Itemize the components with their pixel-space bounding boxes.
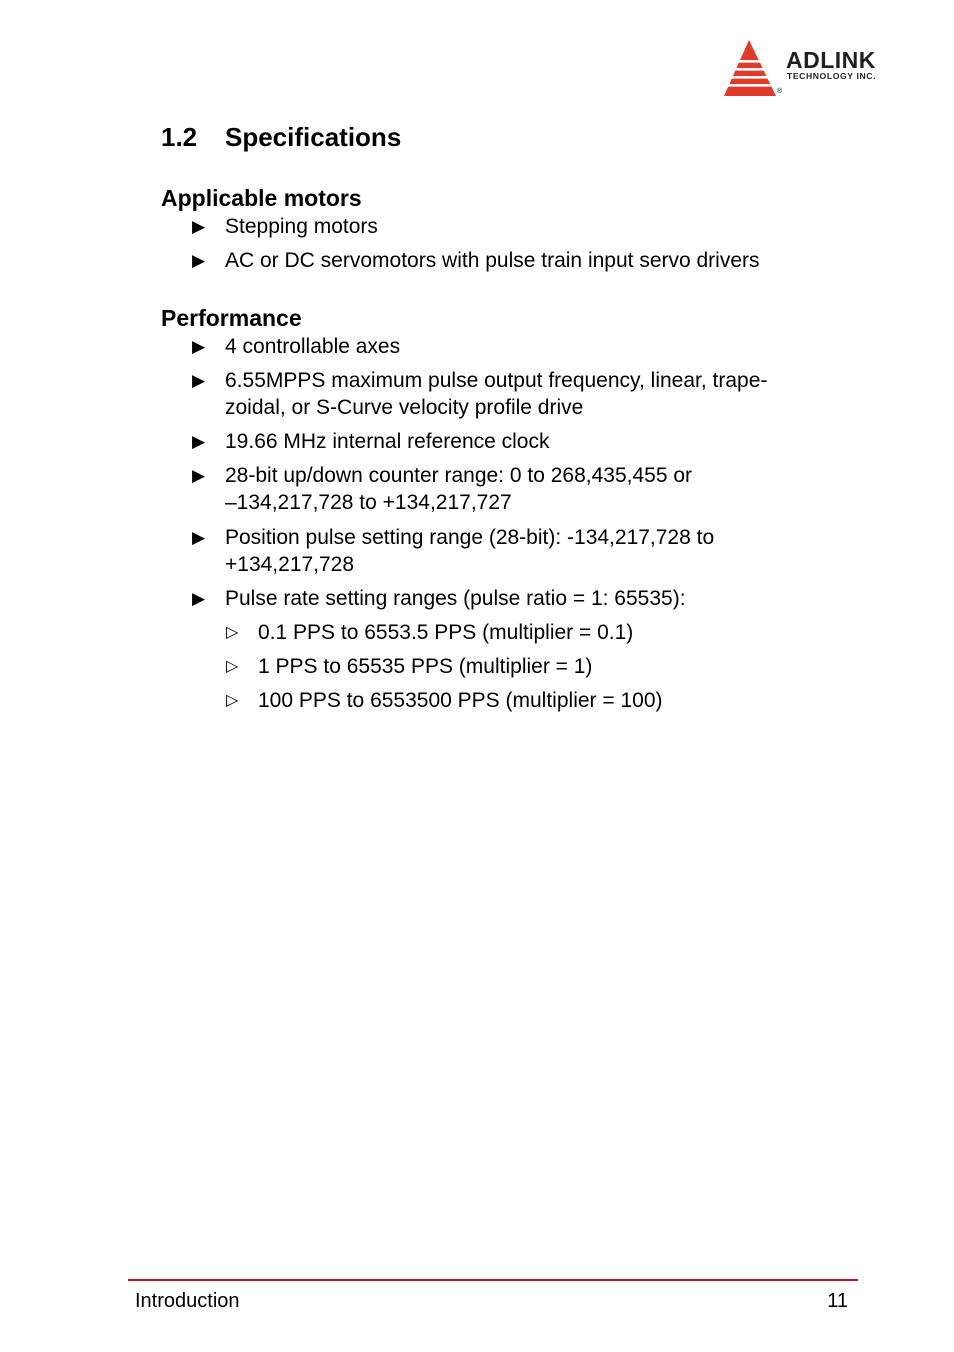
sub-list-item-text: 1 PPS to 65535 PPS (multiplier = 1) <box>258 655 593 678</box>
section-title <box>161 121 401 153</box>
sub-bullet-icon: ▷ <box>226 692 239 709</box>
list-item <box>192 428 832 455</box>
sub-bullet-icon: ▷ <box>226 624 239 641</box>
sub-list-item <box>226 687 826 714</box>
sub-bullet-icon: ▷ <box>226 658 239 675</box>
bullet-icon: ▶ <box>192 217 206 236</box>
list-item-text: AC or DC servomotors with pulse train input servo drivers <box>225 249 760 272</box>
footer-page-number: 11 <box>827 1290 848 1312</box>
applicable-motors-heading: Applicable motors <box>161 185 362 211</box>
bullet-icon: ▶ <box>192 432 206 451</box>
logo-name: ADLINK <box>786 47 876 73</box>
list-item-text-line-2: zoidal, or S-Curve velocity profile drive <box>225 396 584 419</box>
bullet-icon: ▶ <box>192 371 206 390</box>
bullet-icon: ▶ <box>192 528 206 547</box>
bullet-icon: ▶ <box>192 589 206 608</box>
list-item-text: 19.66 MHz internal reference clock <box>225 430 550 453</box>
sub-list-item <box>226 653 826 680</box>
list-item-text-line-2: –134,217,728 to +134,217,727 <box>225 491 512 514</box>
bullet-icon: ▶ <box>192 251 206 270</box>
footer-divider <box>128 1279 858 1281</box>
adlink-logo <box>722 38 912 100</box>
list-item-text-line-1: Position pulse setting range (28-bit): -134,217,728 to <box>225 526 715 549</box>
list-item <box>192 213 832 240</box>
list-item <box>192 247 832 274</box>
list-item <box>192 585 832 612</box>
performance-heading: Performance <box>161 305 302 331</box>
sub-list-item-text: 100 PPS to 6553500 PPS (multiplier = 100) <box>258 689 663 712</box>
list-item <box>192 333 832 360</box>
list-item-text: Stepping motors <box>225 215 378 238</box>
list-item-text-line-1: 28-bit up/down counter range: 0 to 268,435,455 or <box>225 464 693 487</box>
logo-tagline: TECHNOLOGY INC. <box>787 71 877 81</box>
section-number: 1.2 <box>161 122 198 152</box>
adlink-triangle-icon <box>722 38 784 100</box>
list-item-text-line-2: +134,217,728 <box>225 553 355 576</box>
section-title-text: Specifications <box>225 122 402 152</box>
footer-chapter: Introduction <box>135 1290 240 1312</box>
list-item-text: 4 controllable axes <box>225 335 401 358</box>
list-item-text: Pulse rate setting ranges (pulse ratio = 1: 65535): <box>225 587 686 610</box>
bullet-icon: ▶ <box>192 337 206 356</box>
list-item <box>192 367 832 421</box>
sub-list-item-text: 0.1 PPS to 6553.5 PPS (multiplier = 0.1) <box>258 621 634 644</box>
list-item <box>192 462 832 516</box>
bullet-icon: ▶ <box>192 466 206 485</box>
sub-list-item <box>226 619 826 646</box>
list-item <box>192 524 832 578</box>
logo-registered-mark: ® <box>777 88 783 95</box>
list-item-text-line-1: 6.55MPPS maximum pulse output frequency, linear, trape- <box>225 369 768 392</box>
